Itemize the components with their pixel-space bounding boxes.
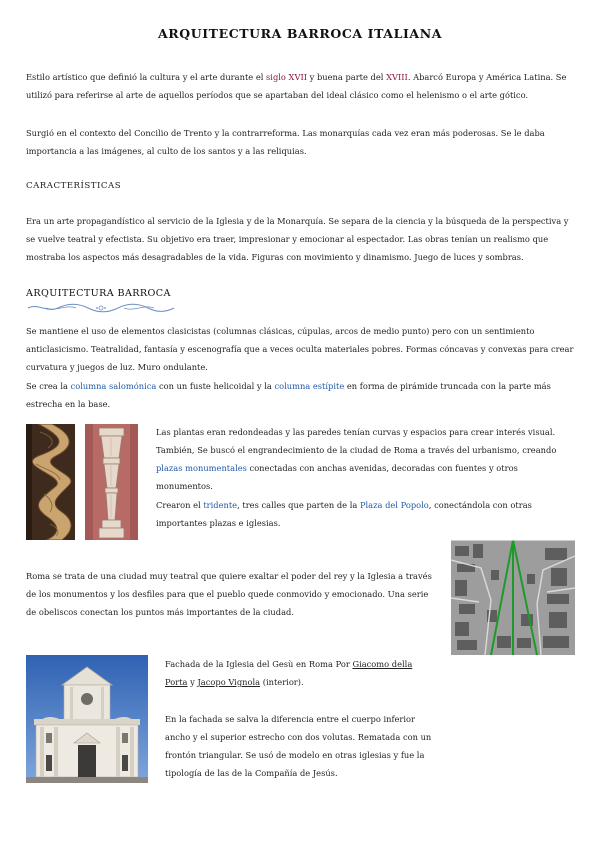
plaza-del-popolo-link[interactable]: Plaza del Popolo xyxy=(359,500,429,510)
gesu-caption-text-b: y xyxy=(187,677,198,687)
decorative-divider xyxy=(26,302,176,314)
intro-text-c: . Abarcó Europa y América Latina. Se utilizó para referirse al arte de aquellos períodos que se apartaban del ideal clásico como el helenismo o el arte gótico. xyxy=(26,72,567,100)
giacomo-della-porta-link[interactable]: Giacomo della Porta xyxy=(165,659,413,687)
arquitectura-paragraph-3 xyxy=(156,423,576,495)
siglo-xviii-link[interactable]: XVIII xyxy=(386,72,408,82)
columns-text-a: Se crea la xyxy=(26,381,71,391)
intro-text-b: y buena parte del xyxy=(307,72,387,82)
arquitectura-paragraph-4 xyxy=(156,496,576,532)
caracteristicas-text: Era un arte propagandístico al servicio de la Iglesia y de la Monarquía. Se separa de la ciencia y la búsqueda de la perspectiva y se vuelve teatral y efectista. Su objetivo era traer, impresionar y emocionar al espectador. Las obras tenían un realismo que mostraba los aspectos más desagradables de la vida. Figuras con movimiento y dinamismo. Juego de luces y sombras. xyxy=(26,216,569,262)
gesu-caption-text-c: (interior). xyxy=(260,677,304,687)
jacopo-vignola-link[interactable]: Jacopo Vignola xyxy=(197,677,261,687)
tridente-text-b: , tres calles que parten de la xyxy=(237,500,360,510)
arquitectura-paragraph-2 xyxy=(26,377,574,413)
arquitectura-paragraph-1: Se mantiene el uso de elementos clasicistas (columnas clásicas, cúpulas, arcos de medio punto) pero con un sentimiento anticlasicismo. Teatralidad, fantasía y escenografía que a veces oculta materiales pobres. Formas cóncavas y convexas para crear curvatura y juegos de luz. Muro ondulante. xyxy=(26,326,574,372)
columns-text-b: con un fuste helicoidal y la xyxy=(156,381,275,391)
salomonic-column-image xyxy=(26,424,75,540)
plazas-monumentales-link[interactable]: plazas monumentales xyxy=(156,463,247,473)
intro-text-a: Estilo artístico que definió la cultura y el arte durante el xyxy=(26,72,267,82)
tridente-link[interactable]: tridente xyxy=(203,500,238,510)
caracteristicas-heading: CARACTERÍSTICAS xyxy=(26,181,122,191)
arquitectura-paragraph-5: Roma se trata de una ciudad muy teatral que quiere exaltar el poder del rey y la Iglesia a través de los monumentos y los desfiles para que el pueblo quede conmovido y emocionado. Una serie de obeliscos conectan los puntos más importantes de la ciudad. xyxy=(26,571,432,617)
estipite-column-image xyxy=(85,424,138,540)
rome-tridente-map-image xyxy=(451,540,575,655)
iglesia-del-gesu-image xyxy=(26,655,148,783)
gesu-caption-text-a: Fachada de la Iglesia del Gesù en Roma Por xyxy=(165,659,353,669)
intro-paragraph-2: Surgió en el contexto del Concilio de Trento y la contrarreforma. Las monarquías cada vez eran más poderosas. Se le daba importancia a las imágenes, al culto de los santos y a las reliquias. xyxy=(26,128,545,156)
columna-estipite-link[interactable]: columna estípite xyxy=(274,381,345,391)
gesu-caption-1 xyxy=(165,655,435,691)
gesu-caption-2: En la fachada se salva la diferencia entre el cuerpo inferior ancho y el superior estrecho con dos volutas. Rematada con un frontón triangular. Se usó de modelo en otras iglesias y fue la tipología de las de la Compañía de Jesús. xyxy=(165,714,432,778)
tridente-text-a: Crearon el xyxy=(156,500,204,510)
siglo-xvii-link[interactable]: siglo XVII xyxy=(266,72,307,82)
arquitectura-heading: ARQUITECTURA BARROCA xyxy=(26,288,171,299)
urbanism-text-a: Las plantas eran redondeadas y las paredes tenían curvas y espacios para crear interés visual. También, Se buscó el engrandecimiento de la ciudad de Roma a través del urbanismo, creando xyxy=(156,427,557,455)
intro-paragraph-1 xyxy=(26,68,574,104)
columna-salomonica-link[interactable]: columna salomónica xyxy=(70,381,157,391)
page-title: ARQUITECTURA BARROCA ITALIANA xyxy=(157,26,443,41)
columns-text-c: en forma de pirámide truncada con la parte más estrecha en la base. xyxy=(26,381,551,409)
tridente-text-c: , conectándola con otras importantes plazas e iglesias. xyxy=(156,500,532,528)
urbanism-text-b: conectadas con anchas avenidas, decoradas con fuentes y otros monumentos. xyxy=(156,463,518,491)
